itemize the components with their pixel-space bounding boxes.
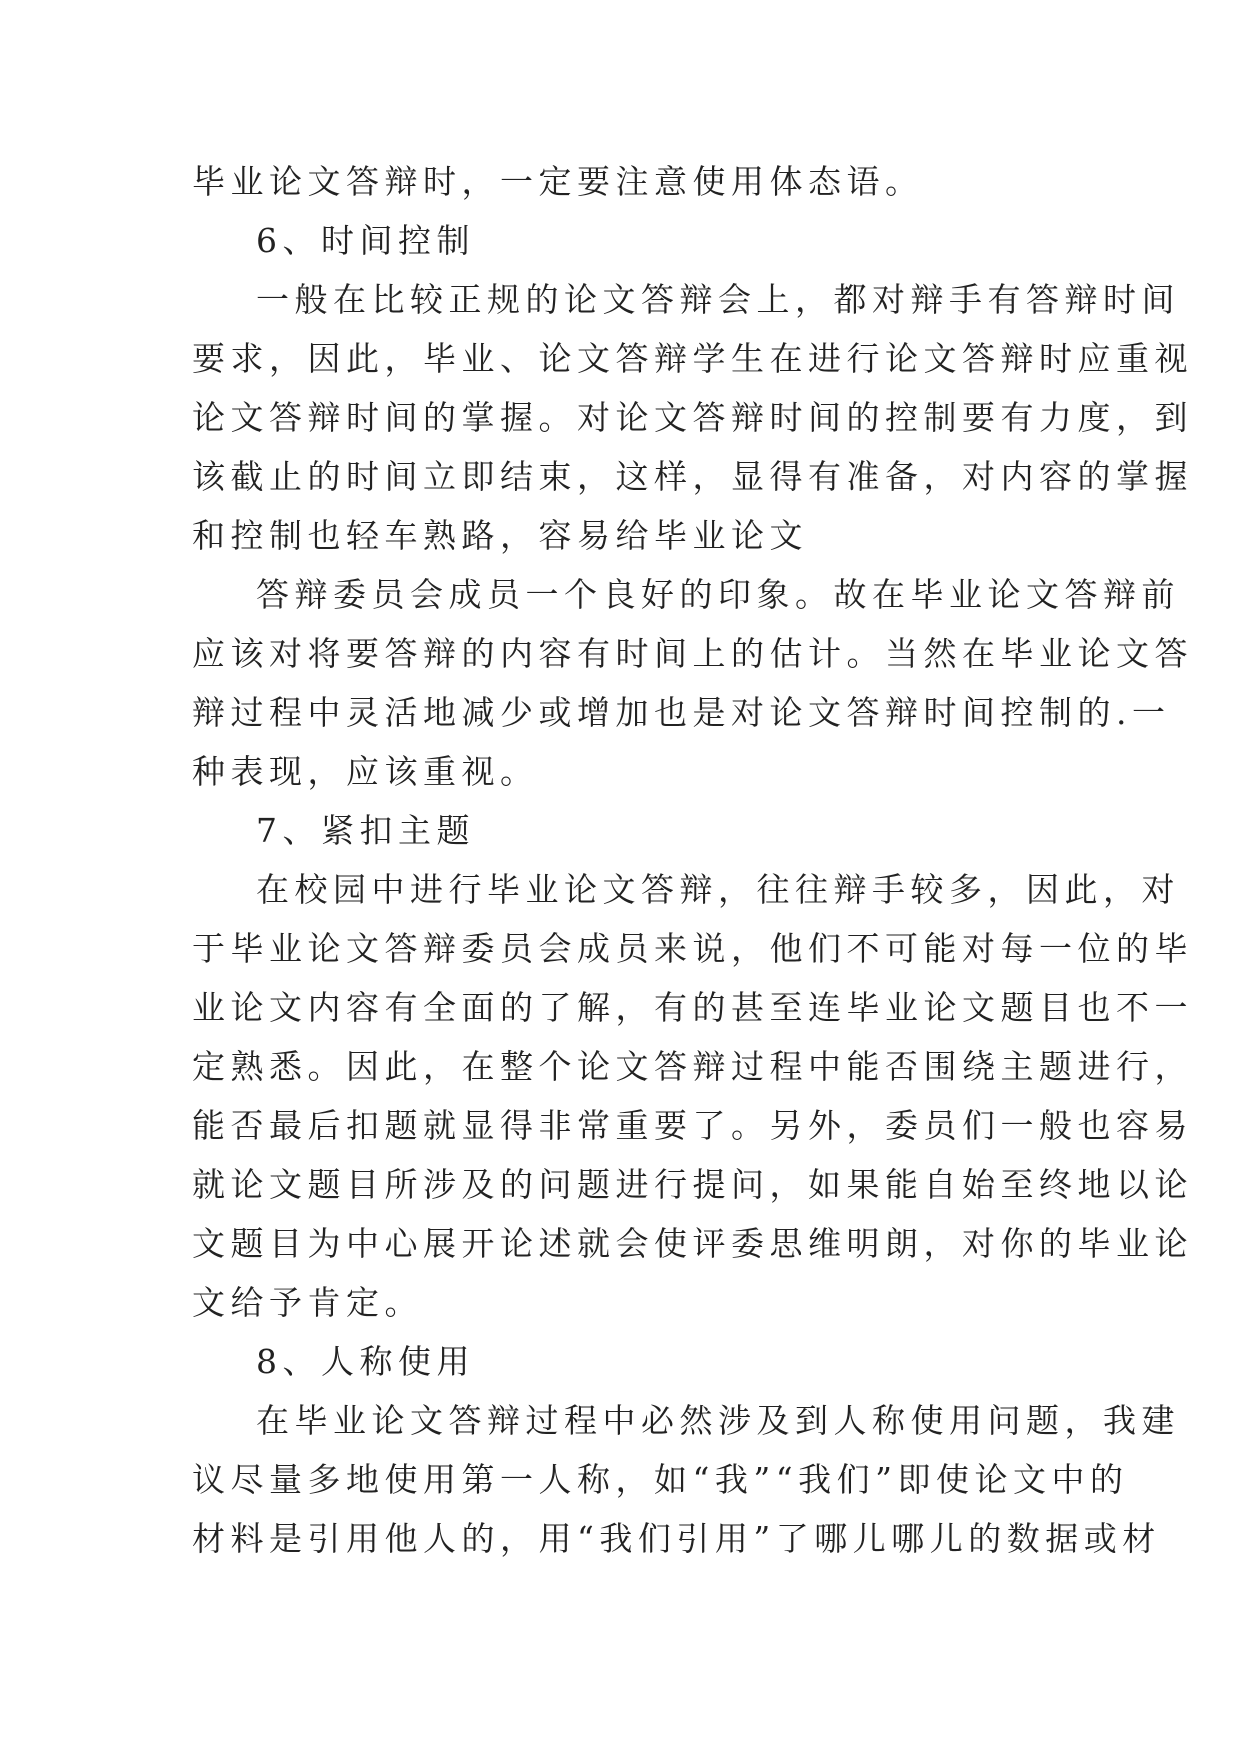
document-body bbox=[192, 152, 1193, 1568]
text-line: 材料是引用他人的，用“我们引用”了哪儿哪儿的数据或材 bbox=[192, 1519, 1161, 1558]
text-line: 议尽量多地使用第一人称，如“我”“我们”即使论文中的 bbox=[192, 1460, 1129, 1499]
text-line: 就论文题目所涉及的问题进行提问，如果能自始至终地以论 bbox=[192, 1165, 1193, 1204]
text-line: 于毕业论文答辩委员会成员来说，他们不可能对每一位的毕 bbox=[192, 929, 1193, 968]
text-line: 定熟悉。因此，在整个论文答辩过程中能否围绕主题进行， bbox=[192, 1047, 1193, 1086]
text-line: 在校园中进行毕业论文答辩，往往辩手较多，因此，对 bbox=[256, 870, 1180, 909]
text-line: 业论文内容有全面的了解，有的甚至连毕业论文题目也不一 bbox=[192, 988, 1193, 1027]
text-line: 文题目为中心展开论述就会使评委思维明朗，对你的毕业论 bbox=[192, 1224, 1193, 1263]
text-line: 7、紧扣主题 bbox=[256, 811, 475, 850]
text-line: 6、时间控制 bbox=[256, 221, 475, 260]
text-line: 一般在比较正规的论文答辩会上，都对辩手有答辩时间 bbox=[256, 280, 1180, 319]
text-line: 要求，因此，毕业、论文答辩学生在进行论文答辩时应重视 bbox=[192, 339, 1193, 378]
text-line: 辩过程中灵活地减少或增加也是对论文答辩时间控制的.一 bbox=[192, 693, 1171, 732]
text-line: 应该对将要答辩的内容有时间上的估计。当然在毕业论文答 bbox=[192, 634, 1193, 673]
text-line: 能否最后扣题就显得非常重要了。另外，委员们一般也容易 bbox=[192, 1106, 1193, 1145]
text-line: 和控制也轻车熟路，容易给毕业论文 bbox=[192, 516, 808, 555]
text-line: 该截止的时间立即结束，这样，显得有准备，对内容的掌握 bbox=[192, 457, 1193, 496]
text-line: 毕业论文答辩时，一定要注意使用体态语。 bbox=[192, 162, 924, 201]
text-line: 论文答辩时间的掌握。对论文答辩时间的控制要有力度，到 bbox=[192, 398, 1193, 437]
text-line: 8、人称使用 bbox=[256, 1342, 475, 1381]
text-line: 文给予肯定。 bbox=[192, 1283, 423, 1322]
text-line: 在毕业论文答辩过程中必然涉及到人称使用问题，我建 bbox=[256, 1401, 1180, 1440]
text-line: 种表现，应该重视。 bbox=[192, 752, 539, 791]
text-line: 答辩委员会成员一个良好的印象。故在毕业论文答辩前 bbox=[256, 575, 1180, 614]
